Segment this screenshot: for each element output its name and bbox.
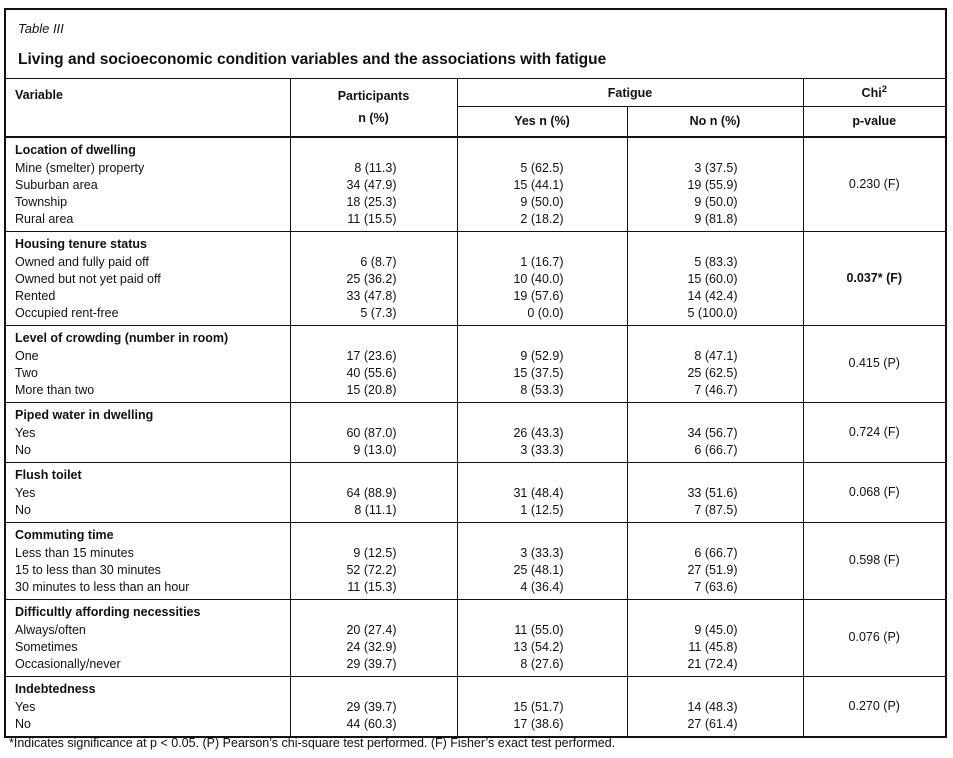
- section-title-cell: Indebtedness: [6, 676, 290, 699]
- fatigue-yes-cell: 3 (33.3): [457, 545, 627, 562]
- fatigue-no-cell: 14 (42.4): [627, 288, 803, 305]
- row-label-cell: More than two: [15, 382, 95, 397]
- fatigue-yes-cell: [457, 522, 627, 545]
- fatigue-no-cell: 19 (55.9): [627, 177, 803, 194]
- fatigue-no-cell: 9 (45.0): [627, 622, 803, 639]
- participants-cell: [290, 402, 457, 425]
- row-label-cell: Rural area: [15, 211, 74, 226]
- fatigue-yes-cell: [457, 325, 627, 348]
- participants-cell: [290, 599, 457, 622]
- section-title-cell: Difficultly affording necessities: [6, 599, 290, 622]
- row-label-cell: Always/often: [15, 622, 86, 637]
- fatigue-yes-cell: 8 (53.3): [457, 382, 627, 403]
- fatigue-no-cell: [627, 325, 803, 348]
- header-fatigue-yes: Yes n (%): [457, 107, 627, 137]
- pvalue-cell: 0.076 (P): [803, 599, 945, 676]
- section-header-row: [6, 402, 945, 425]
- fatigue-no-cell: 7 (63.6): [627, 579, 803, 600]
- row-label-cell: No: [15, 502, 31, 517]
- fatigue-yes-cell: [457, 462, 627, 485]
- header-variable: Variable: [15, 88, 63, 102]
- row-label-cell: Occupied rent-free: [15, 305, 119, 320]
- fatigue-no-cell: 5 (83.3): [627, 254, 803, 271]
- table-label: Table III: [18, 21, 64, 36]
- participants-cell: [290, 522, 457, 545]
- row-label-cell: Owned but not yet paid off: [15, 271, 161, 286]
- fatigue-yes-cell: 8 (27.6): [457, 656, 627, 677]
- row-label-cell: Suburban area: [15, 177, 98, 192]
- participants-cell: 8 (11.1): [290, 502, 457, 523]
- fatigue-no-cell: 7 (46.7): [627, 382, 803, 403]
- row-label-cell: Owned and fully paid off: [15, 254, 149, 269]
- participants-cell: 44 (60.3): [290, 716, 457, 736]
- fatigue-no-cell: 25 (62.5): [627, 365, 803, 382]
- fatigue-no-cell: 6 (66.7): [627, 442, 803, 463]
- header-fatigue-no: No n (%): [627, 107, 803, 137]
- pvalue-cell: 0.230 (F): [803, 137, 945, 232]
- participants-cell: 29 (39.7): [290, 656, 457, 677]
- participants-cell: 29 (39.7): [290, 699, 457, 716]
- header-chi2: [803, 79, 945, 107]
- header-fatigue: Fatigue: [457, 79, 803, 107]
- fatigue-yes-cell: 1 (12.5): [457, 502, 627, 523]
- row-label-cell: No: [15, 716, 31, 731]
- fatigue-yes-cell: 5 (62.5): [457, 160, 627, 177]
- row-label-cell: Yes: [15, 485, 36, 500]
- fatigue-yes-cell: [457, 231, 627, 254]
- table-body: [6, 137, 945, 736]
- fatigue-yes-cell: 11 (55.0): [457, 622, 627, 639]
- fatigue-no-cell: 9 (81.8): [627, 211, 803, 232]
- fatigue-yes-cell: 9 (52.9): [457, 348, 627, 365]
- participants-cell: [290, 676, 457, 699]
- fatigue-no-cell: [627, 137, 803, 160]
- participants-cell: 34 (47.9): [290, 177, 457, 194]
- fatigue-yes-cell: 0 (0.0): [457, 305, 627, 326]
- fatigue-yes-cell: 15 (37.5): [457, 365, 627, 382]
- row-label-cell: Yes: [15, 425, 36, 440]
- table-title: Living and socioeconomic condition variables and the associations with fatigue: [18, 51, 607, 68]
- fatigue-no-cell: 3 (37.5): [627, 160, 803, 177]
- row-label-cell: No: [15, 442, 31, 457]
- participants-cell: [290, 325, 457, 348]
- pvalue-cell: 0.037* (F): [803, 231, 945, 325]
- data-table: [6, 78, 945, 736]
- fatigue-yes-cell: [457, 137, 627, 160]
- header-pvalue: p-value: [803, 107, 945, 137]
- participants-cell: 52 (72.2): [290, 562, 457, 579]
- participants-cell: 9 (12.5): [290, 545, 457, 562]
- fatigue-no-cell: [627, 676, 803, 699]
- participants-cell: [290, 462, 457, 485]
- fatigue-yes-cell: [457, 676, 627, 699]
- fatigue-yes-cell: 15 (44.1): [457, 177, 627, 194]
- row-label-cell: Rented: [15, 288, 56, 303]
- section-title-cell: Commuting time: [6, 522, 290, 545]
- fatigue-no-cell: 6 (66.7): [627, 545, 803, 562]
- participants-cell: 40 (55.6): [290, 365, 457, 382]
- row-label-cell: 15 to less than 30 minutes: [15, 562, 161, 577]
- fatigue-yes-cell: 25 (48.1): [457, 562, 627, 579]
- participants-cell: 20 (27.4): [290, 622, 457, 639]
- participants-cell: 9 (13.0): [290, 442, 457, 463]
- fatigue-no-cell: 11 (45.8): [627, 639, 803, 656]
- fatigue-yes-cell: 17 (38.6): [457, 716, 627, 736]
- section-header-row: [6, 676, 945, 699]
- fatigue-yes-cell: [457, 402, 627, 425]
- fatigue-no-cell: [627, 599, 803, 622]
- row-label-cell: One: [15, 348, 39, 363]
- section-header-row: [6, 325, 945, 348]
- row-label-cell: Occasionally/never: [15, 656, 121, 671]
- fatigue-no-cell: 21 (72.4): [627, 656, 803, 677]
- participants-cell: 17 (23.6): [290, 348, 457, 365]
- row-label-cell: 30 minutes to less than an hour: [15, 579, 190, 594]
- fatigue-yes-cell: 26 (43.3): [457, 425, 627, 442]
- header-participants-line2: n (%): [358, 111, 389, 126]
- participants-cell: 24 (32.9): [290, 639, 457, 656]
- section-header-row: [6, 599, 945, 622]
- fatigue-no-cell: 8 (47.1): [627, 348, 803, 365]
- row-label-cell: Township: [15, 194, 68, 209]
- fatigue-yes-cell: 1 (16.7): [457, 254, 627, 271]
- section-title-cell: Piped water in dwelling: [6, 402, 290, 425]
- participants-cell: 64 (88.9): [290, 485, 457, 502]
- pvalue-cell: 0.068 (F): [803, 462, 945, 522]
- table-card: [4, 8, 947, 738]
- fatigue-no-cell: 14 (48.3): [627, 699, 803, 716]
- section-title-cell: Housing tenure status: [6, 231, 290, 254]
- participants-cell: 15 (20.8): [290, 382, 457, 403]
- participants-cell: 33 (47.8): [290, 288, 457, 305]
- table-caption: [6, 10, 945, 78]
- participants-cell: [290, 137, 457, 160]
- fatigue-yes-cell: 2 (18.2): [457, 211, 627, 232]
- row-label-cell: Mine (smelter) property: [15, 160, 145, 175]
- row-label-cell: Yes: [15, 699, 36, 714]
- participants-cell: 60 (87.0): [290, 425, 457, 442]
- participants-cell: 11 (15.5): [290, 211, 457, 232]
- fatigue-yes-cell: [457, 599, 627, 622]
- fatigue-no-cell: 27 (61.4): [627, 716, 803, 736]
- participants-cell: 25 (36.2): [290, 271, 457, 288]
- chi-text: Chi: [861, 85, 882, 100]
- pvalue-cell: 0.270 (P): [803, 676, 945, 736]
- table-header: [6, 79, 945, 137]
- fatigue-yes-cell: 10 (40.0): [457, 271, 627, 288]
- fatigue-no-cell: 27 (51.9): [627, 562, 803, 579]
- section-title-cell: Level of crowding (number in room): [6, 325, 290, 348]
- fatigue-yes-cell: 31 (48.4): [457, 485, 627, 502]
- pvalue-cell: 0.724 (F): [803, 402, 945, 462]
- header-participants-line1: Participants: [337, 89, 410, 104]
- fatigue-no-cell: 15 (60.0): [627, 271, 803, 288]
- fatigue-yes-cell: 3 (33.3): [457, 442, 627, 463]
- row-label-cell: Sometimes: [15, 639, 78, 654]
- section-header-row: [6, 522, 945, 545]
- fatigue-no-cell: [627, 402, 803, 425]
- fatigue-yes-cell: 15 (51.7): [457, 699, 627, 716]
- fatigue-no-cell: 7 (87.5): [627, 502, 803, 523]
- section-title-cell: Flush toilet: [6, 462, 290, 485]
- section-header-row: [6, 462, 945, 485]
- fatigue-yes-cell: 19 (57.6): [457, 288, 627, 305]
- fatigue-no-cell: [627, 231, 803, 254]
- fatigue-no-cell: 34 (56.7): [627, 425, 803, 442]
- fatigue-no-cell: 5 (100.0): [627, 305, 803, 326]
- participants-cell: [290, 231, 457, 254]
- participants-cell: 6 (8.7): [290, 254, 457, 271]
- fatigue-yes-cell: 4 (36.4): [457, 579, 627, 600]
- fatigue-no-cell: 9 (50.0): [627, 194, 803, 211]
- fatigue-no-cell: 33 (51.6): [627, 485, 803, 502]
- header-participants: [290, 79, 457, 137]
- fatigue-yes-cell: 13 (54.2): [457, 639, 627, 656]
- row-label-cell: Less than 15 minutes: [15, 545, 134, 560]
- section-title-cell: Location of dwelling: [6, 137, 290, 160]
- fatigue-yes-cell: 9 (50.0): [457, 194, 627, 211]
- row-label-cell: Two: [15, 365, 38, 380]
- pvalue-cell: 0.415 (P): [803, 325, 945, 402]
- participants-cell: 18 (25.3): [290, 194, 457, 211]
- participants-cell: 5 (7.3): [290, 305, 457, 326]
- chi-superscript: 2: [881, 83, 887, 95]
- participants-cell: 8 (11.3): [290, 160, 457, 177]
- pvalue-cell: 0.598 (F): [803, 522, 945, 599]
- participants-cell: 11 (15.3): [290, 579, 457, 600]
- section-header-row: [6, 231, 945, 254]
- footnote: *Indicates significance at p < 0.05. (P) Pearson’s chi-square test performed. (F) Fisher’s exact test performed.: [9, 736, 616, 750]
- section-header-row: [6, 137, 945, 160]
- fatigue-no-cell: [627, 522, 803, 545]
- fatigue-no-cell: [627, 462, 803, 485]
